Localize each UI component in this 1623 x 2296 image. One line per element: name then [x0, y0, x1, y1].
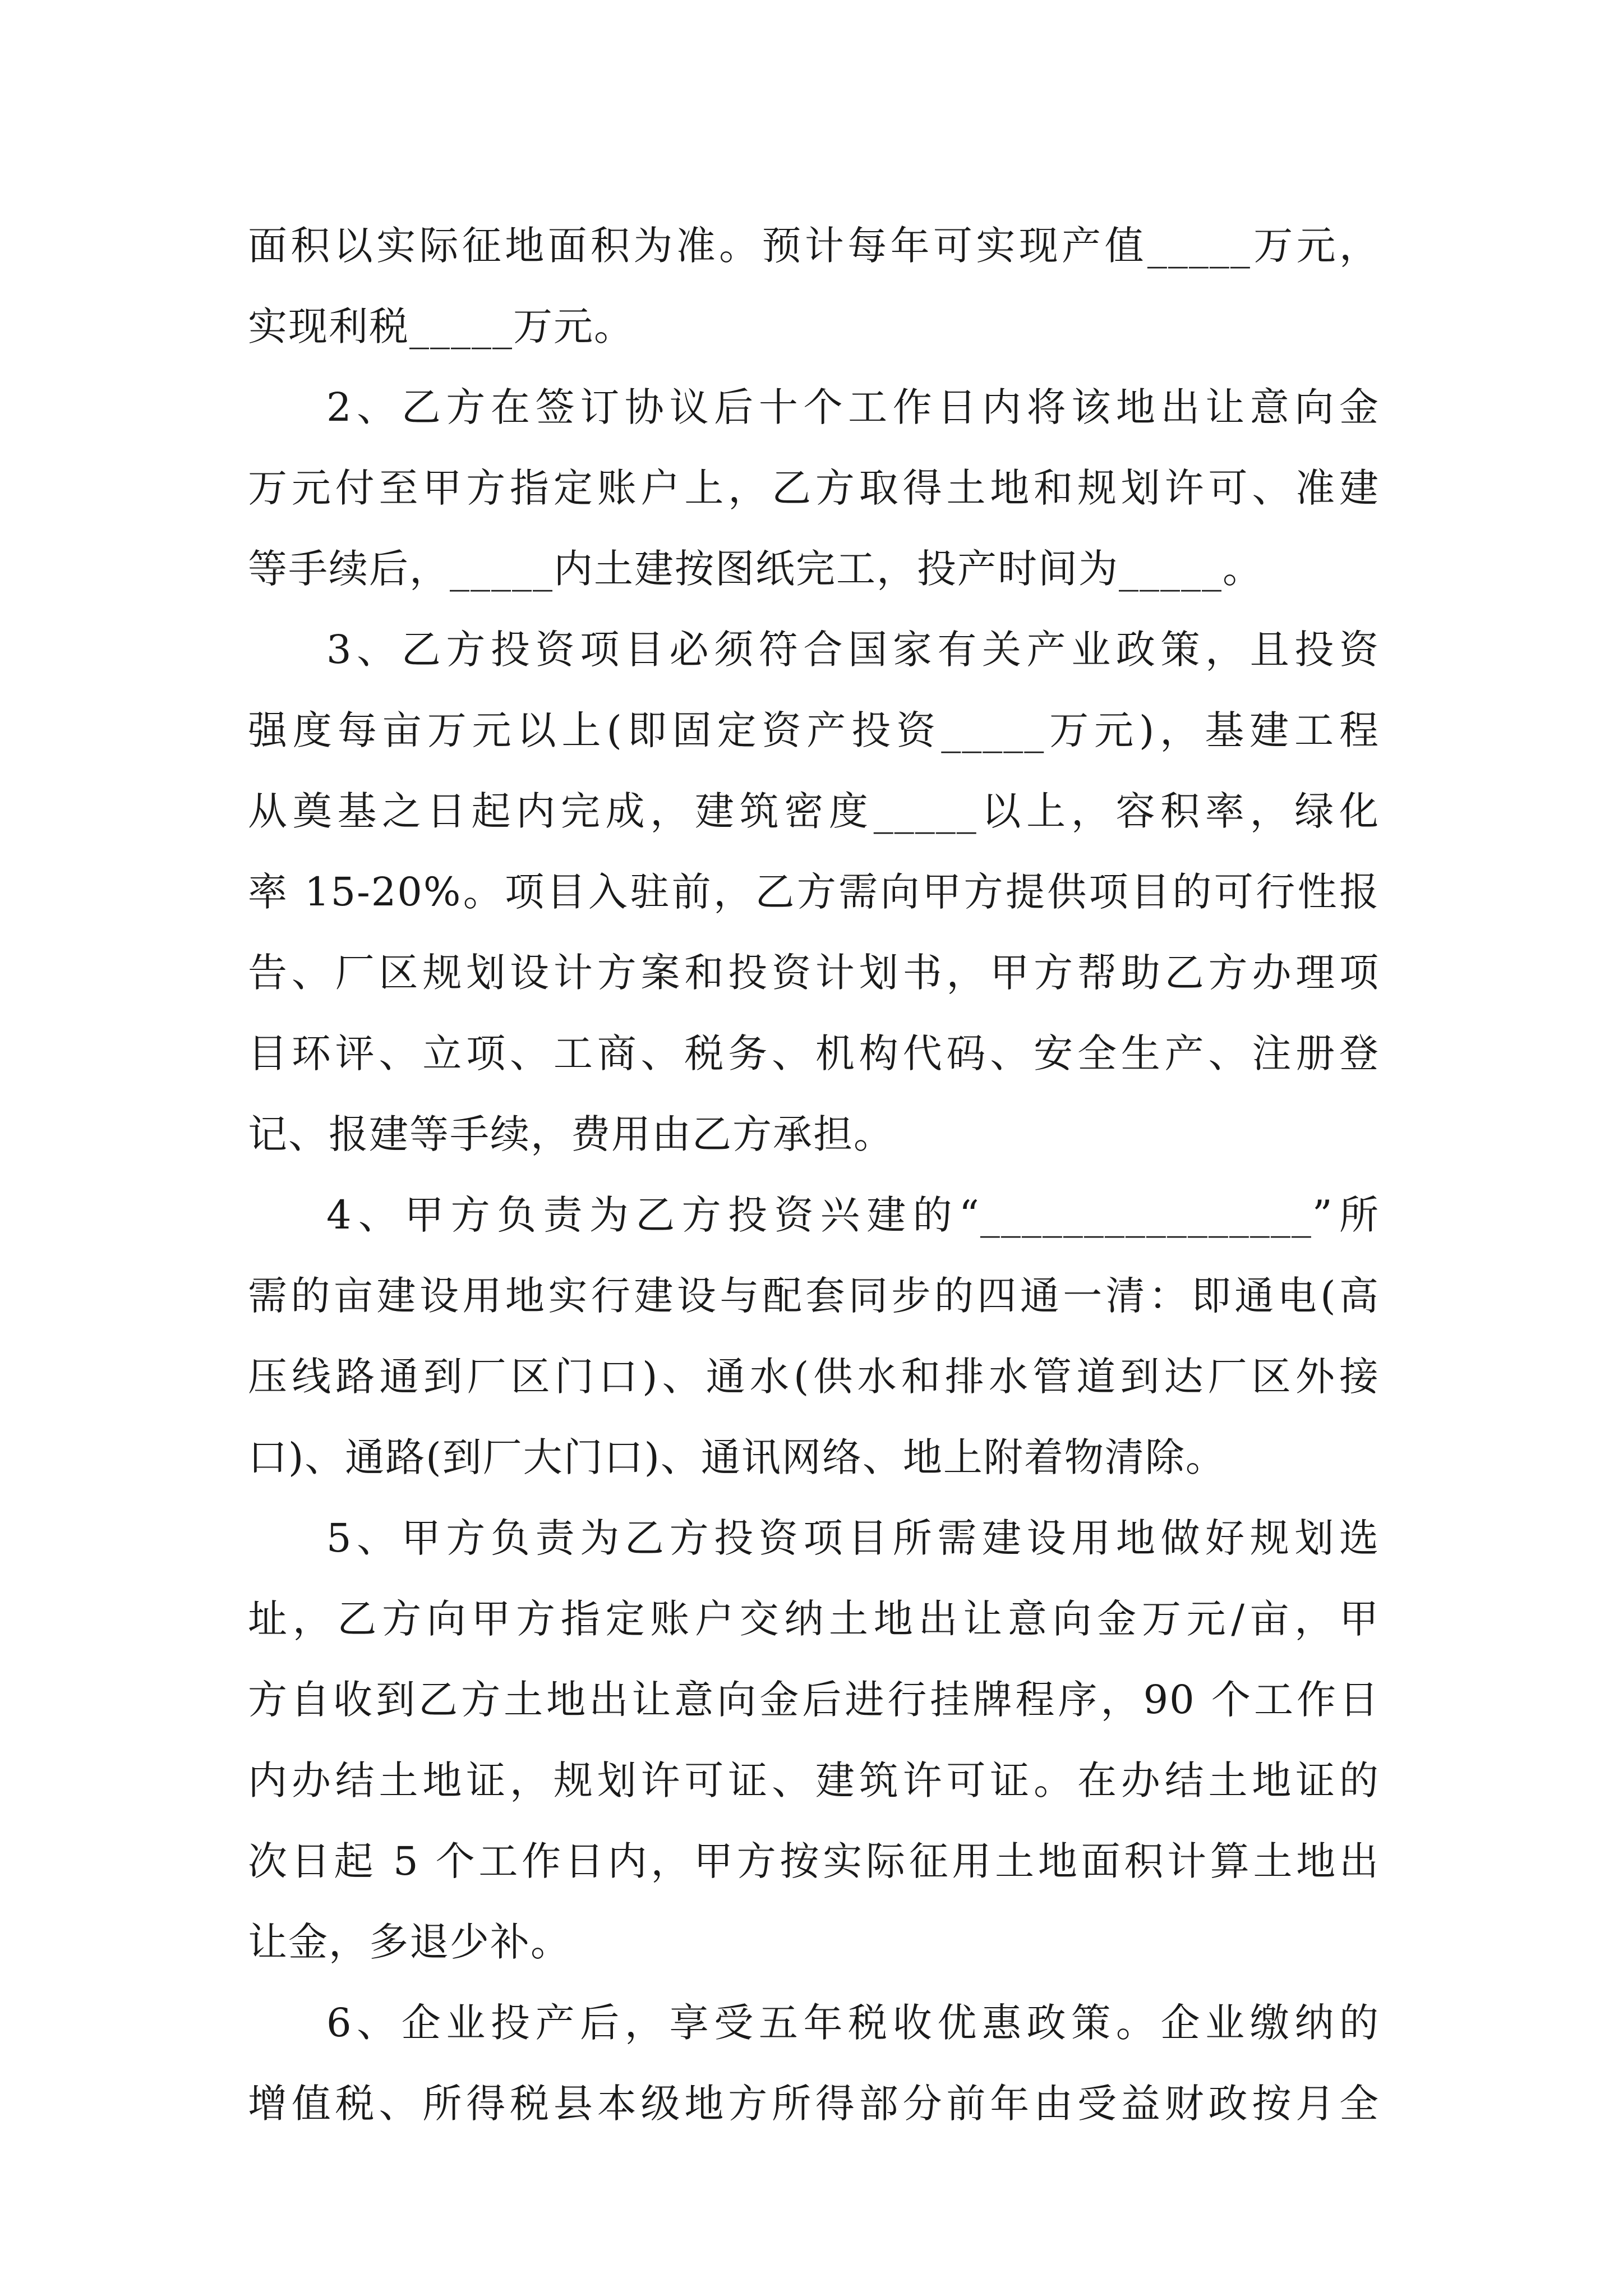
text-line: 从奠基之日起内完成，建筑密度_____以上，容积率，绿化 — [248, 788, 1380, 834]
text-line: 口)、通路(到厂大门口)、通讯网络、地上附着物清除。 — [248, 1434, 1226, 1480]
text-line: 记、报建等手续，费用由乙方承担。 — [248, 1111, 894, 1157]
text-line: 3、乙方投资项目必须符合国家有关产业政策，且投资 — [326, 627, 1380, 673]
text-line: 压线路通到厂区门口)、通水(供水和排水管道到达厂区外接 — [248, 1354, 1380, 1400]
document-body — [248, 205, 1380, 2144]
text-line: 目环评、立项、工商、税务、机构代码、安全生产、注册登 — [248, 1030, 1380, 1076]
text-line: 方自收到乙方土地出让意向金后进行挂牌程序，90 个工作日 — [248, 1677, 1380, 1723]
text-line: 内办结土地证，规划许可证、建筑许可证。在办结土地证的 — [248, 1757, 1380, 1803]
text-line: 面积以实际征地面积为准。预计每年可实现产值_____万元， — [248, 223, 1380, 269]
text-line: 让金，多退少补。 — [248, 1919, 571, 1965]
text-line: 2、乙方在签订协议后十个工作日内将该地出让意向金 — [326, 384, 1380, 430]
text-line: 需的亩建设用地实行建设与配套同步的四通一清：即通电(高 — [248, 1273, 1380, 1319]
text-line: 次日起 5 个工作日内，甲方按实际征用土地面积计算土地出 — [248, 1838, 1380, 1884]
text-line: 告、厂区规划设计方案和投资计划书，甲方帮助乙方办理项 — [248, 950, 1380, 996]
text-line: 4、甲方负责为乙方投资兴建的“________________”所 — [326, 1192, 1380, 1238]
text-line: 率 15-20%。项目入驻前，乙方需向甲方提供项目的可行性报 — [248, 869, 1380, 915]
text-line: 6、企业投产后，享受五年税收优惠政策。企业缴纳的 — [326, 2000, 1380, 2046]
text-line: 增值税、所得税县本级地方所得部分前年由受益财政按月全 — [248, 2081, 1380, 2127]
text-line: 实现利税_____万元。 — [248, 303, 634, 349]
text-line: 5、甲方负责为乙方投资项目所需建设用地做好规划选 — [326, 1515, 1380, 1561]
text-line: 强度每亩万元以上(即固定资产投资_____万元)，基建工程 — [248, 707, 1380, 753]
text-line: 万元付至甲方指定账户上，乙方取得土地和规划许可、准建 — [248, 465, 1380, 511]
text-line: 等手续后，_____内土建按图纸完工，投产时间为_____。 — [248, 546, 1263, 592]
text-line: 址，乙方向甲方指定账户交纳土地出让意向金万元/亩，甲 — [248, 1596, 1380, 1642]
